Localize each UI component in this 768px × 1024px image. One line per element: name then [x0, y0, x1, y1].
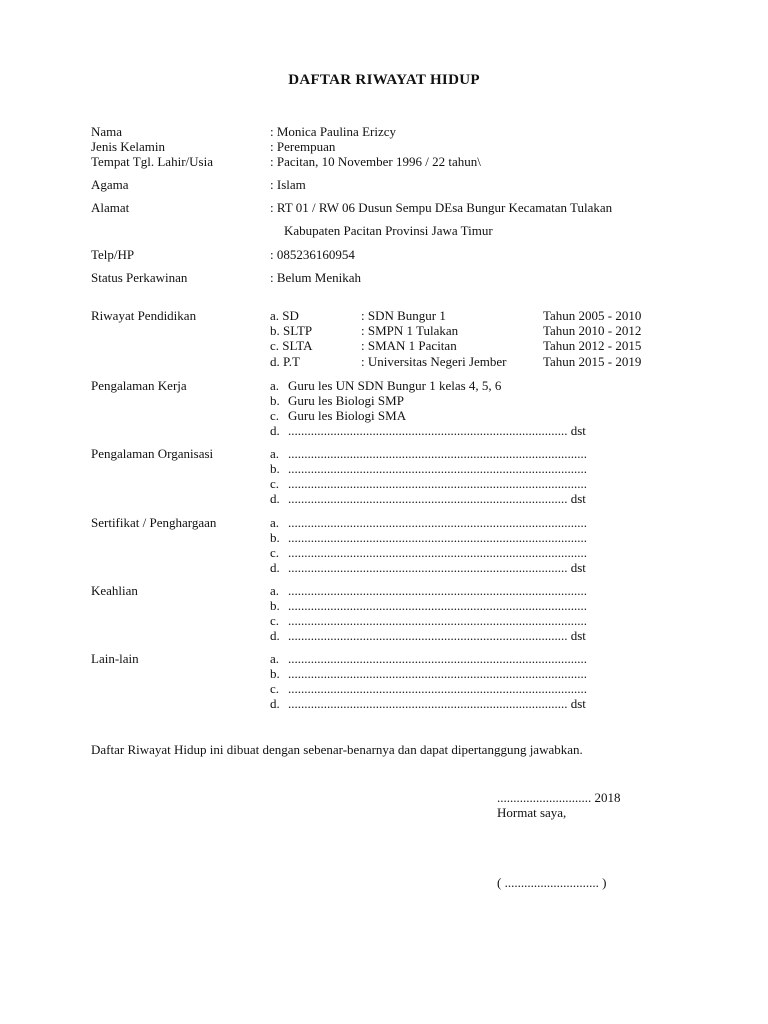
list-letter: c.	[270, 408, 280, 423]
label-riwayat-pendidikan: Riwayat Pendidikan	[91, 308, 197, 323]
list-letter: a.	[270, 515, 280, 530]
label-pengalaman-kerja: Pengalaman Kerja	[91, 378, 187, 393]
list-letter: b.	[270, 393, 280, 408]
list-letter: b.	[270, 598, 280, 613]
label-agama: Agama	[91, 177, 129, 192]
edu-school: : SDN Bungur 1	[361, 308, 446, 323]
list-item: Guru les Biologi SMA	[288, 408, 407, 423]
label-alamat: Alamat	[91, 200, 130, 215]
list-letter: a.	[270, 583, 280, 598]
label-keahlian: Keahlian	[91, 583, 138, 598]
list-letter: a.	[270, 378, 280, 393]
label-jenis-kelamin: Jenis Kelamin	[91, 139, 166, 154]
list-letter: c.	[270, 476, 280, 491]
value-alamat-line2: Kabupaten Pacitan Provinsi Jawa Timur	[284, 223, 493, 238]
list-item: Guru les Biologi SMP	[288, 393, 404, 408]
document-title: DAFTAR RIWAYAT HIDUP	[288, 72, 480, 88]
list-letter: a.	[270, 651, 280, 666]
list-item: ...................................................................................... dst	[288, 628, 586, 643]
edu-school: : SMAN 1 Pacitan	[361, 338, 457, 353]
edu-years: Tahun 2015 - 2019	[543, 354, 642, 369]
list-item: ............................................................................................	[288, 530, 587, 545]
list-item: ............................................................................................	[288, 598, 587, 613]
edu-level: c. SLTA	[270, 338, 313, 353]
label-status-perkawinan: Status Perkawinan	[91, 270, 188, 285]
list-item: ............................................................................................	[288, 476, 587, 491]
list-letter: d.	[270, 628, 280, 643]
edu-level: a. SD	[270, 308, 299, 323]
list-letter: d.	[270, 423, 280, 438]
label-lain-lain: Lain-lain	[91, 651, 139, 666]
value-agama: : Islam	[270, 177, 306, 192]
list-item: ............................................................................................	[288, 461, 587, 476]
list-letter: c.	[270, 613, 280, 628]
list-letter: b.	[270, 666, 280, 681]
list-item: Guru les UN SDN Bungur 1 kelas 4, 5, 6	[288, 378, 502, 393]
value-status-perkawinan: : Belum Menikah	[270, 270, 361, 285]
label-telp: Telp/HP	[91, 247, 135, 262]
value-nama: : Monica Paulina Erizcy	[270, 124, 396, 139]
value-jenis-kelamin: : Perempuan	[270, 139, 336, 154]
edu-school: : Universitas Negeri Jember	[361, 354, 507, 369]
edu-level: b. SLTP	[270, 323, 313, 338]
edu-years: Tahun 2010 - 2012	[543, 323, 642, 338]
list-item: ...................................................................................... dst	[288, 423, 586, 438]
list-item: ...................................................................................... dst	[288, 696, 586, 711]
list-letter: b.	[270, 530, 280, 545]
list-item: ............................................................................................	[288, 545, 587, 560]
list-letter: c.	[270, 681, 280, 696]
list-item: ............................................................................................	[288, 613, 587, 628]
list-item: ............................................................................................	[288, 681, 587, 696]
edu-years: Tahun 2005 - 2010	[543, 308, 642, 323]
label-sertifikat: Sertifikat / Penghargaan	[91, 515, 217, 530]
list-item: ............................................................................................	[288, 446, 587, 461]
signature-date: ............................. 2018	[497, 790, 621, 805]
list-letter: c.	[270, 545, 280, 560]
list-item: ...................................................................................... dst	[288, 491, 586, 506]
label-tempat-tgl-lahir: Tempat Tgl. Lahir/Usia	[91, 154, 213, 169]
list-item: ............................................................................................	[288, 666, 587, 681]
list-item: ............................................................................................	[288, 583, 587, 598]
list-letter: b.	[270, 461, 280, 476]
list-letter: d.	[270, 560, 280, 575]
label-pengalaman-organisasi: Pengalaman Organisasi	[91, 446, 214, 461]
edu-school: : SMPN 1 Tulakan	[361, 323, 459, 338]
list-letter: a.	[270, 446, 280, 461]
signature-closing: Hormat saya,	[497, 805, 567, 820]
value-alamat: : RT 01 / RW 06 Dusun Sempu DEsa Bungur Kecamatan Tulakan	[270, 200, 613, 215]
list-letter: d.	[270, 491, 280, 506]
statement-text: Daftar Riwayat Hidup ini dibuat dengan sebenar-benarnya dan dapat dipertanggung jawabkan.	[91, 742, 583, 757]
list-item: ............................................................................................	[288, 515, 587, 530]
signature-name: ( ............................. )	[497, 875, 607, 890]
list-item: ............................................................................................	[288, 651, 587, 666]
edu-years: Tahun 2012 - 2015	[543, 338, 642, 353]
value-telp: : 085236160954	[270, 247, 355, 262]
list-letter: d.	[270, 696, 280, 711]
label-nama: Nama	[91, 124, 123, 139]
value-tempat-tgl-lahir: : Pacitan, 10 November 1996 / 22 tahun\	[270, 154, 481, 169]
list-item: ...................................................................................... dst	[288, 560, 586, 575]
edu-level: d. P.T	[270, 354, 300, 369]
